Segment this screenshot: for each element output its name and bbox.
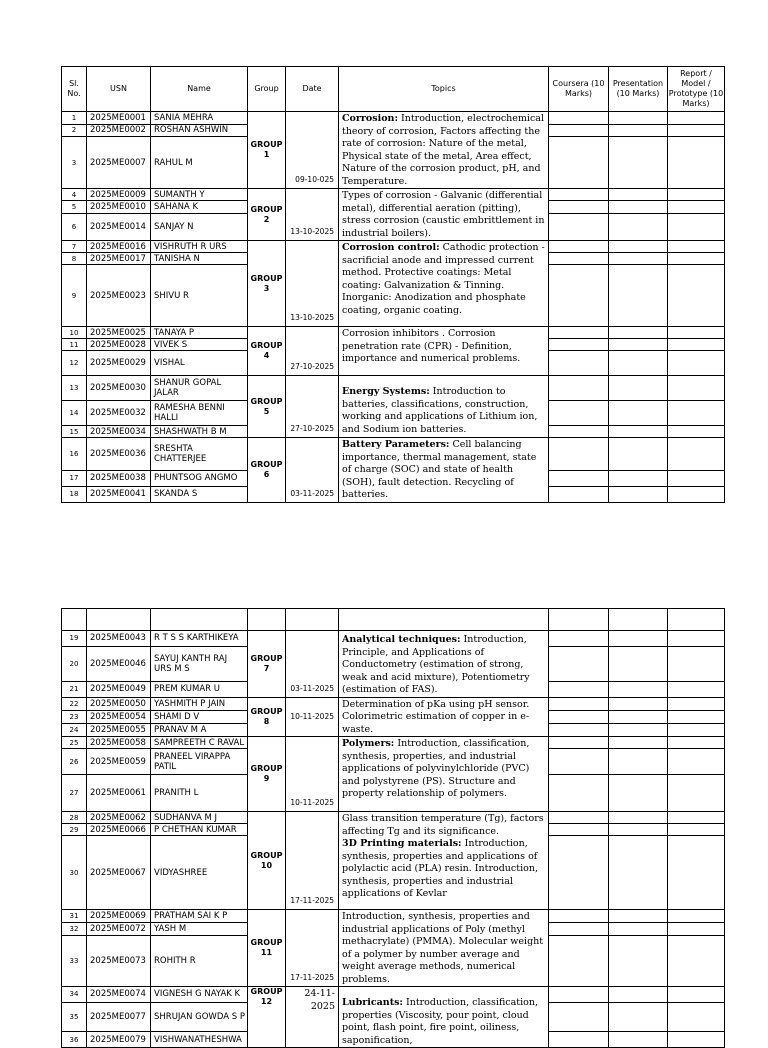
- usn-cell: 2025ME0010: [87, 201, 151, 213]
- name-cell: SRESHTA CHATTERJEE: [151, 438, 248, 471]
- presentation-cell: [609, 486, 668, 502]
- name-cell: SHAMI D V: [151, 710, 248, 723]
- date-cell: 24-11-2025: [286, 987, 339, 1048]
- topic-text: Cell balancing importance, thermal management, state of charge (SOC) and state of health (SOH), fault detection. Recycling of batteries.: [342, 439, 537, 500]
- coursera-cell: [549, 935, 609, 986]
- usn-cell: 2025ME0067: [87, 836, 151, 910]
- presentation-cell: [609, 922, 668, 935]
- usn-cell: 2025ME0058: [87, 737, 151, 749]
- report-cell: [668, 737, 725, 749]
- topic-text: Introduction, synthesis, properties and industrial applications of Poly (methyl methacrylate) (PMMA). Molecular weight of a polymer by number average and weight average methods, numerical problems.: [342, 911, 544, 985]
- usn-cell: 2025ME0023: [87, 265, 151, 327]
- table-row: [62, 241, 725, 253]
- name-cell: RAMESHA BENNI HALLI: [151, 401, 248, 426]
- topic-cell: [339, 241, 549, 327]
- name-cell: SHIVU R: [151, 265, 248, 327]
- topic-text: Introduction to batteries, classifications, construction, working and applications of Lithium ion, and Sodium ion batteries.: [342, 386, 538, 435]
- name-cell: PRANITH L: [151, 775, 248, 812]
- students-table-2: [61, 608, 725, 1048]
- sl-cell: 21: [62, 681, 87, 697]
- topic-heading: 3D Printing materials:: [342, 838, 462, 849]
- sl-cell: 28: [62, 812, 87, 824]
- name-cell: SKANDA S: [151, 486, 248, 502]
- presentation-cell: [609, 824, 668, 836]
- report-cell: [668, 775, 725, 812]
- topic-heading: Corrosion:: [342, 113, 398, 124]
- coursera-cell: [549, 910, 609, 923]
- report-cell: [668, 749, 725, 775]
- report-cell: [668, 710, 725, 723]
- group-cell: GROUP 11: [248, 910, 286, 987]
- table-row: [62, 189, 725, 201]
- sl-cell: 18: [62, 486, 87, 502]
- col-name-header: Name: [151, 67, 248, 112]
- presentation-cell: [609, 112, 668, 125]
- presentation-cell: [609, 401, 668, 426]
- report-cell: [668, 253, 725, 265]
- presentation-cell: [609, 723, 668, 736]
- coursera-cell: [549, 723, 609, 736]
- report-cell: [668, 836, 725, 910]
- coursera-cell: [549, 812, 609, 824]
- sl-cell: 9: [62, 265, 87, 327]
- name-cell: VISHWANATHESHWA: [151, 1032, 248, 1048]
- sl-cell: 34: [62, 987, 87, 1003]
- date-cell: 27-10-2025: [286, 376, 339, 438]
- sl-cell: 22: [62, 697, 87, 710]
- sl-cell: 30: [62, 836, 87, 910]
- usn-cell: 2025ME0054: [87, 710, 151, 723]
- report-cell: [668, 486, 725, 502]
- coursera-cell: [549, 253, 609, 265]
- sl-cell: 14: [62, 401, 87, 426]
- report-cell: [668, 438, 725, 471]
- sl-cell: 15: [62, 426, 87, 438]
- report-cell: [668, 241, 725, 253]
- topic-heading: Corrosion control:: [342, 242, 440, 253]
- sl-cell: 25: [62, 737, 87, 749]
- coursera-cell: [549, 213, 609, 240]
- sl-cell: 16: [62, 438, 87, 471]
- topic-text: Introduction, synthesis, properties and applications of polylactic acid (PLA) resin. Introduction, synthesis, properties and industrial applications of Kevlar: [342, 838, 538, 899]
- report-cell: [668, 401, 725, 426]
- report-cell: [668, 137, 725, 189]
- sl-cell: 27: [62, 775, 87, 812]
- sl-cell: 3: [62, 137, 87, 189]
- presentation-cell: [609, 1032, 668, 1048]
- usn-cell: 2025ME0038: [87, 470, 151, 486]
- report-cell: [668, 213, 725, 240]
- report-cell: [668, 910, 725, 923]
- usn-cell: 2025ME0041: [87, 486, 151, 502]
- report-cell: [668, 723, 725, 736]
- sl-cell: 31: [62, 910, 87, 923]
- coursera-cell: [549, 426, 609, 438]
- report-cell: [668, 681, 725, 697]
- date-cell: 03-11-2025: [286, 438, 339, 503]
- name-cell: SAYUJ KANTH RAJ URS M S: [151, 646, 248, 681]
- name-cell: SUMANTH Y: [151, 189, 248, 201]
- usn-cell: 2025ME0007: [87, 137, 151, 189]
- topic-cell: [339, 812, 549, 910]
- usn-cell: 2025ME0036: [87, 438, 151, 471]
- sl-cell: 23: [62, 710, 87, 723]
- name-cell: SHRUJAN GOWDA S P: [151, 1002, 248, 1031]
- sl-cell: 29: [62, 824, 87, 836]
- sl-cell: 12: [62, 351, 87, 376]
- presentation-cell: [609, 376, 668, 401]
- sl-cell: 33: [62, 935, 87, 986]
- presentation-cell: [609, 137, 668, 189]
- coursera-cell: [549, 749, 609, 775]
- coursera-cell: [549, 922, 609, 935]
- group-cell: GROUP 7: [248, 631, 286, 698]
- name-cell: VISHAL: [151, 351, 248, 376]
- name-cell: PRATHAM SAI K P: [151, 910, 248, 923]
- report-cell: [668, 189, 725, 201]
- header-row: [62, 67, 725, 112]
- topic-cell: [339, 697, 549, 737]
- table-row: [62, 631, 725, 647]
- usn-cell: 2025ME0073: [87, 935, 151, 986]
- presentation-cell: [609, 253, 668, 265]
- coursera-cell: [549, 112, 609, 125]
- coursera-cell: [549, 646, 609, 681]
- col-group-header: Group: [248, 67, 286, 112]
- presentation-cell: [609, 631, 668, 647]
- topic-text: Introduction, electrochemical theory of corrosion, Factors affecting the rate of corrosion: Nature of the metal, Physical state of the metal, Area effect, Nature of the corrosion product, pH, and Temperature.: [342, 113, 544, 187]
- usn-cell: 2025ME0074: [87, 987, 151, 1003]
- report-cell: [668, 1032, 725, 1048]
- name-cell: TANAYA P: [151, 327, 248, 339]
- col-date-header: Date: [286, 67, 339, 112]
- name-cell: PHUNTSOG ANGMO: [151, 470, 248, 486]
- presentation-cell: [609, 710, 668, 723]
- name-cell: YASH M: [151, 922, 248, 935]
- group-cell: GROUP 8: [248, 697, 286, 737]
- report-cell: [668, 646, 725, 681]
- report-cell: [668, 812, 725, 824]
- topic-text: Corrosion inhibitors . Corrosion penetration rate (CPR) - Definition, importance and numerical problems.: [342, 328, 521, 364]
- report-cell: [668, 824, 725, 836]
- usn-cell: 2025ME0059: [87, 749, 151, 775]
- sl-cell: 13: [62, 376, 87, 401]
- name-cell: P CHETHAN KUMAR: [151, 824, 248, 836]
- name-cell: SANJAY N: [151, 213, 248, 240]
- usn-cell: 2025ME0034: [87, 426, 151, 438]
- coursera-cell: [549, 737, 609, 749]
- usn-cell: 2025ME0050: [87, 697, 151, 710]
- name-cell: SAMPREETH C RAVAL: [151, 737, 248, 749]
- usn-cell: 2025ME0001: [87, 112, 151, 125]
- sl-cell: 20: [62, 646, 87, 681]
- topic-heading: Energy Systems:: [342, 386, 430, 397]
- topic-pre-text: Glass transition temperature (Tg), factors affecting Tg and its significance.: [342, 813, 544, 837]
- presentation-cell: [609, 124, 668, 137]
- presentation-cell: [609, 697, 668, 710]
- table-row: [62, 376, 725, 401]
- table-row: [62, 812, 725, 824]
- usn-cell: 2025ME0017: [87, 253, 151, 265]
- report-cell: [668, 987, 725, 1003]
- table-row: [62, 438, 725, 471]
- name-cell: SANIA MEHRA: [151, 112, 248, 125]
- presentation-cell: [609, 987, 668, 1003]
- usn-cell: 2025ME0069: [87, 910, 151, 923]
- coursera-cell: [549, 401, 609, 426]
- presentation-cell: [609, 189, 668, 201]
- topic-heading: Analytical techniques:: [342, 634, 461, 645]
- report-cell: [668, 265, 725, 327]
- sl-cell: 11: [62, 339, 87, 351]
- sl-cell: 1: [62, 112, 87, 125]
- date-cell: 10-11-2025: [286, 737, 339, 812]
- coursera-cell: [549, 201, 609, 213]
- presentation-cell: [609, 1002, 668, 1031]
- col-presentation-header: Presentation (10 Marks): [609, 67, 668, 112]
- date-cell: 03-11-2025: [286, 631, 339, 698]
- name-cell: ROSHAN ASHWIN: [151, 124, 248, 137]
- name-cell: VIVEK S: [151, 339, 248, 351]
- topic-cell: [339, 737, 549, 812]
- report-cell: [668, 124, 725, 137]
- date-cell: 27-10-2025: [286, 327, 339, 376]
- topic-text: Introduction, classification, synthesis, properties, and industrial applications of polyvinylchloride (PVC) and polystyrene (PS). Structure and property relationship of polymers.: [342, 738, 530, 799]
- sl-cell: 32: [62, 922, 87, 935]
- coursera-cell: [549, 1032, 609, 1048]
- usn-cell: 2025ME0028: [87, 339, 151, 351]
- presentation-cell: [609, 935, 668, 986]
- presentation-cell: [609, 910, 668, 923]
- group-cell: GROUP 9: [248, 737, 286, 812]
- sl-cell: 36: [62, 1032, 87, 1048]
- presentation-cell: [609, 438, 668, 471]
- students-table-1: [61, 66, 725, 503]
- topic-heading: Battery Parameters:: [342, 439, 450, 450]
- topic-cell: [339, 910, 549, 987]
- col-report-header: Report / Model / Prototype (10 Marks): [668, 67, 725, 112]
- date-cell: 10-11-2025: [286, 697, 339, 737]
- coursera-cell: [549, 376, 609, 401]
- presentation-cell: [609, 201, 668, 213]
- topic-cell: [339, 112, 549, 189]
- coursera-cell: [549, 775, 609, 812]
- date-cell: 13-10-2025: [286, 241, 339, 327]
- presentation-cell: [609, 836, 668, 910]
- presentation-cell: [609, 646, 668, 681]
- table-row: [62, 737, 725, 749]
- coursera-cell: [549, 681, 609, 697]
- col-usn-header: USN: [87, 67, 151, 112]
- table-row: [62, 697, 725, 710]
- coursera-cell: [549, 824, 609, 836]
- report-cell: [668, 426, 725, 438]
- sl-cell: 6: [62, 213, 87, 240]
- topic-cell: [339, 438, 549, 503]
- presentation-cell: [609, 681, 668, 697]
- topic-cell: [339, 987, 549, 1048]
- usn-cell: 2025ME0077: [87, 1002, 151, 1031]
- topic-cell: [339, 376, 549, 438]
- table-row: [62, 327, 725, 339]
- report-cell: [668, 922, 725, 935]
- sl-cell: 4: [62, 189, 87, 201]
- usn-cell: 2025ME0046: [87, 646, 151, 681]
- sl-cell: 26: [62, 749, 87, 775]
- group-cell: GROUP 12: [248, 987, 286, 1048]
- usn-cell: 2025ME0062: [87, 812, 151, 824]
- coursera-cell: [549, 1002, 609, 1031]
- table-row: [62, 910, 725, 923]
- group-cell: GROUP 10: [248, 812, 286, 910]
- coursera-cell: [549, 124, 609, 137]
- topic-text: Cathodic protection - sacrificial anode and impressed current method. Protective coatings: Metal coating: Galvanization & Tinning. Inorganic: Anodization and phosphate coating, organic coating.: [342, 242, 545, 316]
- presentation-cell: [609, 426, 668, 438]
- name-cell: YASHMITH P JAIN: [151, 697, 248, 710]
- usn-cell: 2025ME0055: [87, 723, 151, 736]
- usn-cell: 2025ME0009: [87, 189, 151, 201]
- coursera-cell: [549, 486, 609, 502]
- date-cell: 17-11-2025: [286, 910, 339, 987]
- date-cell: 09-10-025: [286, 112, 339, 189]
- presentation-cell: [609, 213, 668, 240]
- name-cell: ROHITH R: [151, 935, 248, 986]
- report-cell: [668, 339, 725, 351]
- usn-cell: 2025ME0014: [87, 213, 151, 240]
- sl-cell: 10: [62, 327, 87, 339]
- sl-cell: 7: [62, 241, 87, 253]
- topic-heading: Lubricants:: [342, 997, 403, 1008]
- usn-cell: 2025ME0032: [87, 401, 151, 426]
- usn-cell: 2025ME0030: [87, 376, 151, 401]
- coursera-cell: [549, 265, 609, 327]
- presentation-cell: [609, 241, 668, 253]
- report-cell: [668, 1002, 725, 1031]
- coursera-cell: [549, 438, 609, 471]
- name-cell: PRANAV M A: [151, 723, 248, 736]
- report-cell: [668, 327, 725, 339]
- report-cell: [668, 376, 725, 401]
- coursera-cell: [549, 631, 609, 647]
- group-cell: GROUP 3: [248, 241, 286, 327]
- coursera-cell: [549, 697, 609, 710]
- blank-header-row: [62, 609, 725, 631]
- report-cell: [668, 470, 725, 486]
- usn-cell: 2025ME0043: [87, 631, 151, 647]
- col-topics-header: Topics: [339, 67, 549, 112]
- name-cell: R T S S KARTHIKEYA: [151, 631, 248, 647]
- coursera-cell: [549, 470, 609, 486]
- coursera-cell: [549, 836, 609, 910]
- usn-cell: 2025ME0002: [87, 124, 151, 137]
- report-cell: [668, 935, 725, 986]
- topic-text: Introduction, Principle, and Applications of Conductometry (estimation of strong, weak and acid mixture), Potentiometry (estimation of FAS).: [342, 634, 530, 695]
- report-cell: [668, 631, 725, 647]
- presentation-cell: [609, 812, 668, 824]
- table-row: [62, 112, 725, 125]
- coursera-cell: [549, 189, 609, 201]
- sl-cell: 35: [62, 1002, 87, 1031]
- usn-cell: 2025ME0025: [87, 327, 151, 339]
- col-coursera-header: Coursera (10 Marks): [549, 67, 609, 112]
- topic-text: Types of corrosion - Galvanic (differential metal), differential aeration (pitting), stress corrosion (caustic embrittlement in industrial boilers).: [342, 190, 545, 239]
- topic-text: Determination of pKa using pH sensor. Colorimetric estimation of copper in e- waste.: [342, 698, 530, 735]
- topic-text: Introduction, classification, properties (Viscosity, pour point, cloud point, flash point, fire point, oiliness, saponification,: [342, 997, 539, 1046]
- coursera-cell: [549, 710, 609, 723]
- name-cell: SHANUR GOPAL JALAR: [151, 376, 248, 401]
- coursera-cell: [549, 327, 609, 339]
- presentation-cell: [609, 775, 668, 812]
- report-cell: [668, 697, 725, 710]
- topic-cell: [339, 327, 549, 376]
- coursera-cell: [549, 137, 609, 189]
- name-cell: VISHRUTH R URS: [151, 241, 248, 253]
- topic-heading: Polymers:: [342, 738, 395, 749]
- presentation-cell: [609, 737, 668, 749]
- coursera-cell: [549, 241, 609, 253]
- presentation-cell: [609, 327, 668, 339]
- name-cell: RAHUL M: [151, 137, 248, 189]
- group-cell: GROUP 2: [248, 189, 286, 241]
- name-cell: VIGNESH G NAYAK K: [151, 987, 248, 1003]
- name-cell: TANISHA N: [151, 253, 248, 265]
- date-cell: 17-11-2025: [286, 812, 339, 910]
- presentation-cell: [609, 339, 668, 351]
- sl-cell: 8: [62, 253, 87, 265]
- sl-cell: 2: [62, 124, 87, 137]
- coursera-cell: [549, 339, 609, 351]
- usn-cell: 2025ME0079: [87, 1032, 151, 1048]
- usn-cell: 2025ME0049: [87, 681, 151, 697]
- name-cell: SAHANA K: [151, 201, 248, 213]
- usn-cell: 2025ME0016: [87, 241, 151, 253]
- report-cell: [668, 351, 725, 376]
- sl-cell: 5: [62, 201, 87, 213]
- coursera-cell: [549, 987, 609, 1003]
- coursera-cell: [549, 351, 609, 376]
- group-cell: GROUP 4: [248, 327, 286, 376]
- presentation-cell: [609, 749, 668, 775]
- presentation-cell: [609, 351, 668, 376]
- name-cell: SUDHANVA M J: [151, 812, 248, 824]
- col-sl-header: Sl. No.: [62, 67, 87, 112]
- usn-cell: 2025ME0029: [87, 351, 151, 376]
- usn-cell: 2025ME0072: [87, 922, 151, 935]
- usn-cell: 2025ME0061: [87, 775, 151, 812]
- sl-cell: 24: [62, 723, 87, 736]
- name-cell: VIDYASHREE: [151, 836, 248, 910]
- usn-cell: 2025ME0066: [87, 824, 151, 836]
- report-cell: [668, 201, 725, 213]
- sl-cell: 19: [62, 631, 87, 647]
- topic-cell: [339, 189, 549, 241]
- group-cell: GROUP 6: [248, 438, 286, 503]
- sl-cell: 17: [62, 470, 87, 486]
- date-cell: 13-10-2025: [286, 189, 339, 241]
- presentation-cell: [609, 265, 668, 327]
- group-cell: GROUP 5: [248, 376, 286, 438]
- name-cell: SHASHWATH B M: [151, 426, 248, 438]
- report-cell: [668, 112, 725, 125]
- name-cell: PRANEEL VIRAPPA PATIL: [151, 749, 248, 775]
- topic-cell: [339, 631, 549, 698]
- group-cell: GROUP 1: [248, 112, 286, 189]
- name-cell: PREM KUMAR U: [151, 681, 248, 697]
- table-row: [62, 987, 725, 1003]
- presentation-cell: [609, 470, 668, 486]
